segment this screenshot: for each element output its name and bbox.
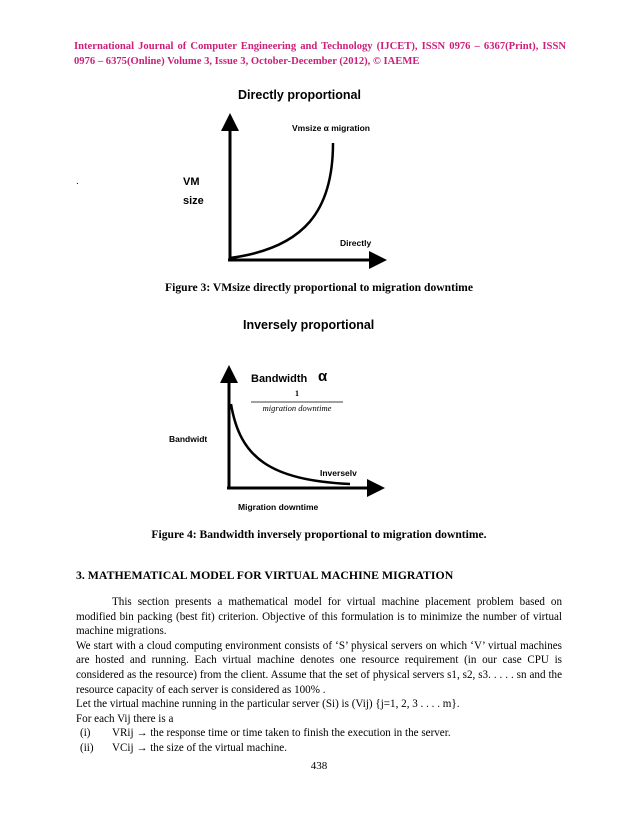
figure4-curve-label: Inverselv [320,468,357,478]
journal-header: International Journal of Computer Engineering and Technology (IJCET), ISSN 0976 – 6367(Print), ISSN 0976 – 6375(Online) Volume 3, Issue 3, October-December (2012), © IAEME [74,41,566,67]
figure4-title: Inversely proportional [243,318,375,332]
figure4-y-label: Bandwidt [169,434,208,444]
paragraph-4: For each Vij there is a [76,712,174,725]
figure4-formula-lhs: Bandwidth [251,373,308,385]
figure4-curve [231,404,350,484]
figure3-curve [230,143,333,258]
paragraph-3: Let the virtual machine running in the particular server (Si) is (Vij) {j=1, 2, 3 . . . . m}. [76,698,460,711]
page-number: 438 [310,760,328,772]
section-heading: 3. MATHEMATICAL MODEL FOR VIRTUAL MACHINE MIGRATION [76,568,454,582]
list-item [76,726,562,741]
stray-mark: . [76,176,79,187]
paragraph-1: This section presents a mathematical model for virtual machine placement problem based on modified bin packing (best fit) criterion. Objective of this formulation is to minimize the number of virtual machine migrations. [76,596,562,638]
list-item-text: VRij → the response time or time taken to finish the execution in the server. [112,727,451,740]
list-item-number: (ii) [80,741,94,754]
figure3-curve-label: Vmsize α migration [292,123,370,133]
figure3-y-label-line2: size [183,195,204,207]
list-item-number: (i) [80,727,91,740]
figure3-x-label: Directly [340,238,372,248]
figure4-formula-numerator: 1 [295,389,299,398]
section-body [76,595,562,756]
figure4-formula-denominator: migration downtime [262,403,332,413]
list-item-text: VCij → the size of the virtual machine. [112,741,287,754]
figure4-caption: Figure 4: Bandwidth inversely proportional to migration downtime. [151,528,487,541]
figure3-title: Directly proportional [238,88,361,102]
list-item [76,741,562,756]
figure4-formula-symbol: α [318,368,328,385]
paragraph-2: We start with a cloud computing environment consists of ‘S’ physical servers on which ‘V’ virtual machines are hosted and running. Each virtual machine denotes one resource requirement (in our case CPU is considered as the resource) from the client. Assume that the set of physical servers s1, s2, s3. . . . . sn and the resource capacity of each server is considered as 100% . [76,639,562,696]
figure3-caption: Figure 3: VMsize directly proportional to migration downtime [165,281,473,294]
figure3-y-label-line1: VM [183,176,200,188]
figure4-x-label: Migration downtime [238,502,319,512]
